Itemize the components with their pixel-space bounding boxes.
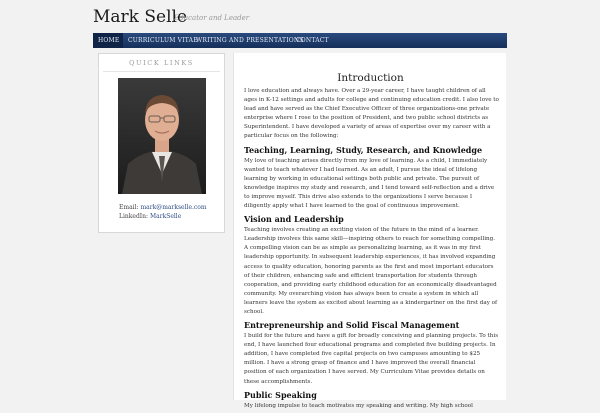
nav-item-contact[interactable]: CONTACT	[296, 37, 329, 44]
contact-info	[119, 204, 207, 221]
nav-item-home[interactable]: HOME	[93, 33, 123, 48]
quick-links-sidebar	[98, 53, 225, 233]
site-header	[93, 6, 507, 32]
quick-links-heading: QUICK LINKS	[129, 59, 194, 67]
section-heading-vision: Vision and Leadership	[244, 214, 344, 225]
site-tagline: Educator and Leader	[174, 14, 250, 22]
section-text-entrepreneurship: I build for the future and have a gift for broadly conceiving and planning projects. To this end, I have launched four educational programs and completed five building projects. In addition, I have completed five capital projects on two campuses amounting to $25 million. I have a strong grasp of finance and I have improved the overall financial position of each organization I have served. My Curriculum Vitae provides details on these accomplishments.	[244, 333, 499, 385]
linkedin-link[interactable]: MarkSelle	[149, 212, 182, 220]
main-nav	[93, 33, 507, 48]
section-heading-teaching: Teaching, Learning, Study, Research, and Knowledge	[244, 144, 483, 155]
section-heading-entrepreneurship: Entrepreneurship and Solid Fiscal Management	[244, 320, 460, 331]
section-text-public-speaking: My lifelong impulse to teach motivates my speaking and writing. My high school	[244, 402, 473, 409]
intro-paragraph: I love education and always have. Over a 29-year career, I have taught children of all ages in K-12 settings and adults for college and continuing education credit. I also love to lead and have served as the Chief Executive Officer of three organizations-one private enterprise where I rose to the position of President, and two public school districts as Superintendent. I have developed a variety of areas of expertise over my career with a particular focus on the following:	[244, 88, 499, 140]
content-body	[244, 87, 499, 413]
section-text-vision: Teaching involves creating an exciting vision of the future in the mind of a learner. Leadership involves this same skill—inspiring others to reach for something compelling. A compelling vision can be as simple as personalizing learning, as it was in my first leadership opportunity. In subsequent leadership experiences, it has involved expanding access to quality education, honoring parents as the first and most important educators of their children, enhancing safe and efficient transportation for students through cooperation, and providing early childhood education for an economically disadvantaged community. My overarching vision has always been to create a system in which all learners leave the system as excited about learning as a kindergartner on the first day of school.	[244, 227, 498, 315]
section-heading-public-speaking: Public Speaking	[244, 389, 317, 400]
main-content	[233, 53, 506, 409]
linkedin-row	[119, 213, 207, 222]
email-link[interactable]: mark@markselle.com	[140, 204, 207, 211]
email-label: Email:	[119, 204, 139, 211]
section-text-teaching: My love of teaching arises directly from my love of learning. As a child, I immediately wanted to teach whatever I had learned. As an adult, I pursue the ideal of lifelong learning by working in educational settings both public and private. The pursuit of knowledge inspires my study and research, and I tend toward self-reflection and a drive to improve myself. This drive also extends to the organizations I serve because I diligently apply what I have learned to the goal of continuous improvement.	[244, 157, 495, 210]
site-title[interactable]: Mark Selle	[93, 7, 188, 27]
linkedin-label: LinkedIn:	[119, 212, 149, 220]
page-title: Introduction	[337, 72, 404, 84]
nav-item-curriculum-vitae[interactable]: CURRICULUM VITAE	[128, 37, 198, 44]
sidebar-divider	[103, 71, 220, 72]
email-row	[119, 204, 207, 213]
nav-item-writing-and-presentations[interactable]: WRITING AND PRESENTATIONS	[196, 37, 304, 44]
profile-photo-image	[118, 78, 206, 194]
profile-photo	[118, 78, 206, 194]
